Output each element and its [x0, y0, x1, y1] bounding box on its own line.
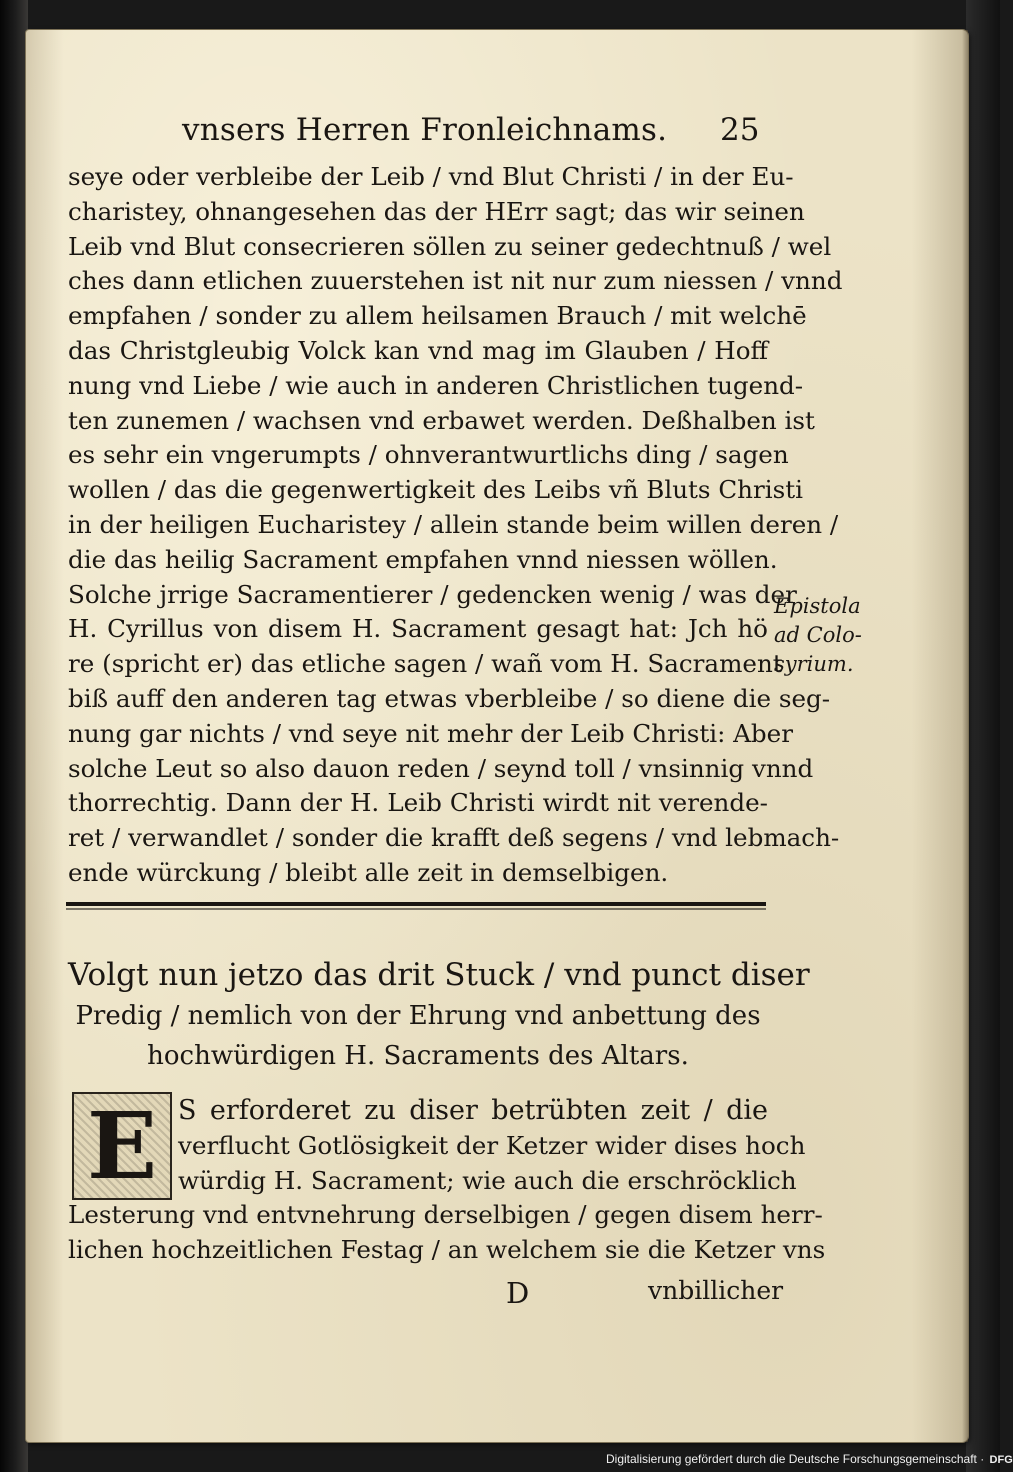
text-line: thorrechtig. Dann der H. Leib Christi wirdt nit verende-	[68, 788, 768, 818]
text-line: ten zunemen / wachsen vnd erbawet werden. Deßhalben ist	[68, 405, 815, 435]
dfg-logo: DFG	[989, 1454, 1013, 1466]
marginal-note-line: ad Colo-	[774, 623, 862, 647]
text-line: Lesterung vnd entvnehrung derselbigen / gegen disem herr-	[68, 1200, 823, 1230]
section-heading-line: Volgt nun jetzo das drit Stuck / vnd punct diser	[68, 957, 810, 993]
text-line: empfahen / sonder zu allem heilsamen Brauch / mit welchē	[68, 301, 807, 331]
text-line: ret / verwandlet / sonder die krafft deß segens / vnd lebmach-	[68, 823, 840, 853]
text-line: wollen / das die gegenwertigkeit des Leibs vñ Bluts Christi	[68, 475, 804, 505]
text-line: S erforderet zu diser betrübten zeit / die	[178, 1095, 768, 1126]
credit-text: Digitalisierung gefördert durch die Deutsche Forschungsgemeinschaft ·	[606, 1452, 985, 1466]
text-line: lichen hochzeitlichen Festag / an welchem sie die Ketzer vns	[68, 1235, 826, 1265]
decorated-initial	[72, 1092, 172, 1200]
initial-letter: E	[86, 1092, 158, 1200]
text-line: Leib vnd Blut consecrieren söllen zu seiner gedechtnuß / wel	[68, 231, 832, 261]
marginal-note-line: syrium.	[774, 652, 854, 676]
text-line: es sehr ein vngerumpts / ohnverantwurtlichs ding / sagen	[68, 440, 789, 470]
marginal-note	[774, 592, 884, 679]
book-binding-edge	[0, 0, 28, 1472]
text-line: ende würckung / bleibt alle zeit in demselbigen.	[68, 857, 669, 887]
text-line: Solche jrrige Sacramentierer / gedencken wenig / was der	[68, 579, 797, 609]
text-line: verflucht Gotlösigkeit der Ketzer wider dises hoch	[178, 1130, 806, 1160]
text-line: H. Cyrillus von disem H. Sacrament gesagt hat: Jch hö	[68, 614, 768, 644]
page-number: 25	[720, 112, 760, 148]
text-line: in der heiligen Eucharistey / allein stande beim willen deren /	[68, 509, 839, 539]
text-line: nung gar nichts / vnd seye nit mehr der Leib Christi: Aber	[68, 718, 793, 748]
signature-mark: D	[506, 1276, 530, 1310]
section-divider-rule-thin	[66, 908, 766, 910]
section-divider-rule	[66, 902, 766, 906]
text-line: charistey, ohnangesehen das der HErr sagt; das wir seinen	[68, 196, 805, 226]
text-line: solche Leut so also dauon reden / seynd toll / vnsinnig vnnd	[68, 753, 814, 783]
section-heading-line: Predig / nemlich von der Ehrung vnd anbettung des	[75, 1001, 761, 1031]
text-line: nung vnd Liebe / wie auch in anderen Christlichen tugend-	[68, 370, 804, 400]
second-paragraph-full	[68, 1198, 826, 1268]
catchword: vnbillicher	[648, 1276, 784, 1305]
text-line: würdig H. Sacrament; wie auch die erschröcklich	[178, 1165, 797, 1195]
marginal-note-line: Epistola	[774, 594, 861, 618]
text-line: biß auff den anderen tag etwas vberbleibe / so diene die seg-	[68, 683, 831, 713]
text-line: die das heilig Sacrament empfahen vnnd niessen wöllen.	[68, 544, 778, 574]
digitization-credit	[606, 1452, 1013, 1466]
text-line: seye oder verbleibe der Leib / vnd Blut Christi / in der Eu-	[68, 162, 794, 191]
section-heading-line: hochwürdigen H. Sacraments des Altars.	[147, 1041, 689, 1071]
page-edge-shadow	[962, 30, 968, 1442]
section-heading	[68, 954, 810, 1076]
running-head: vnsers Herren Fronleichnams.	[182, 112, 668, 148]
text-line: das Christgleubig Volck kan vnd mag im Glauben / Hoff	[68, 335, 768, 365]
scan-background-right	[966, 0, 1000, 1472]
second-paragraph-indented	[178, 1094, 806, 1198]
text-line: ches dann etlichen zuuerstehen ist nit nur zum niessen / vnnd	[68, 266, 843, 296]
text-line: re (spricht er) das etliche sagen / wañ vom H. Sacrament	[68, 649, 783, 679]
